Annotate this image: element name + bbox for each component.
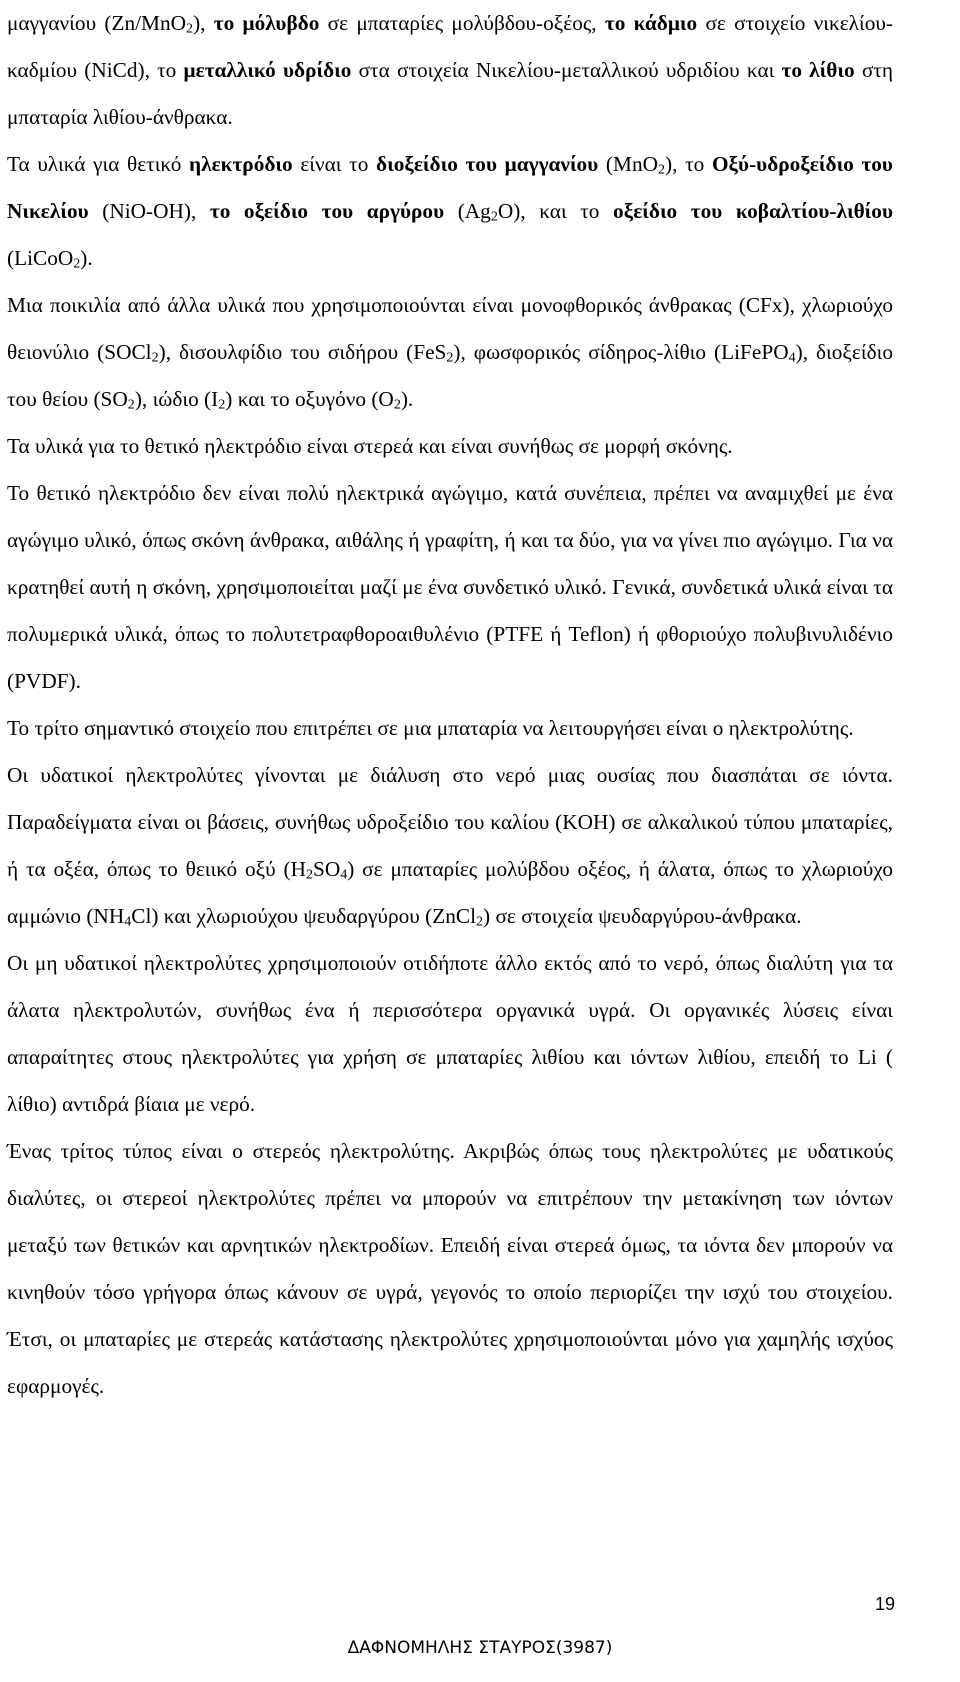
bold-term: διοξείδιο του μαγγανίου [376,152,599,176]
paragraph-other-materials [7,282,893,423]
text-run: στα στοιχεία Νικελίου-μεταλλικού υδριδίου και [351,58,782,82]
bold-term: το μόλυβδο [213,11,320,35]
text-run: σε μπαταρίες μολύβδου-οξέος, [319,11,605,35]
text-run: είναι το [292,152,377,176]
subscript-text: 2 [186,20,194,37]
subscript-text: 2 [73,255,81,272]
paragraph-nonaqueous-electrolytes [7,940,893,1128]
text-run: Μια ποικιλία από άλλα υλικά που χρησιμοποιούνται είναι μονοφθορικός άνθρακας (CFx), χλωριούχο θειονύλιο (SOCl [7,293,893,364]
subscript-text: 4 [340,866,348,883]
text-run: ). [400,387,414,411]
text-run: σε στοιχείο νικελίου-καδμίου (NiCd), το [7,11,893,82]
subscript-text: 2 [151,349,159,366]
bold-term: μεταλλικό υδρίδιο [183,58,352,82]
bold-term: Οξύ-υδροξείδιο του Νικελίου [7,152,893,223]
text-run: ), το [665,152,712,176]
page-number: 19 [874,1594,895,1614]
text-run: SO [313,857,341,881]
subscript-text: 2 [305,866,313,883]
subscript-text: 2 [490,208,498,225]
text-run: ), δισουλφίδιο του σιδήρου (FeS [158,340,447,364]
text-run: ), [193,11,214,35]
subscript-text: 2 [657,161,666,178]
paragraph-aqueous-electrolytes [7,752,893,940]
text-run: (MnO [598,152,658,176]
text-run: ), ιώδιο (I [134,387,219,411]
bold-term: το λίθιο [781,58,855,82]
document-body [7,0,893,1410]
text-run: (LiCoO [7,246,74,270]
bold-term: το κάδμιο [604,11,698,35]
text-run: ) σε στοιχεία ψευδαργύρου-άνθρακα. [483,904,802,928]
bold-term: το οξείδιο του αργύρου [209,199,445,223]
paragraph-anode-materials [7,0,893,141]
text-run: (NiO-OH), [88,199,210,223]
text-run: ), φωσφορικός σίδηρος-λίθιο (LiFePO [453,340,789,364]
subscript-text: 2 [393,396,401,413]
text-run: Οι μη υδατικοί ηλεκτρολύτες χρησιμοποιούν οτιδήποτε άλλο εκτός από το νερό, όπως διαλύτη για τα άλατα ηλεκτρολυτών, συνήθως ένα ή περισσότερα οργανικά υγρά. Οι οργανικές λύσεις είναι απαραίτητες στους ηλεκτρολύτες για χρήση σε μπαταρίες λιθίου και ιόντων λιθίου, επειδή το Li ( λίθιο) αντιδρά βίαια με νερό. [7,951,893,1116]
text-run: Cl) και χλωριούχου ψευδαργύρου (ZnCl [131,904,476,928]
subscript-text: 2 [446,349,454,366]
subscript-text: 4 [788,349,796,366]
paragraph-powder-form [7,423,893,470]
text-run: Το τρίτο σημαντικό στοιχείο που επιτρέπει σε μια μπαταρία να λειτουργήσει είναι ο ηλεκτρολύτης. [7,716,854,740]
text-run: ) και το οξυγόνο (O [225,387,394,411]
paragraph-conductivity-binder [7,470,893,705]
text-run: ), διοξείδιο του θείου (SO [7,340,894,411]
subscript-text: 2 [127,396,135,413]
text-run: O), και το [497,199,614,223]
text-run: Το θετικό ηλεκτρόδιο δεν είναι πολύ ηλεκτρικά αγώγιμο, κατά συνέπεια, πρέπει να αναμιχθεί με ένα αγώγιμο υλικό, όπως σκόνη άνθρακα, αιθάλης ή γραφίτη, ή και τα δύο, για να γίνει πιο αγώγιμο. Για να κρατηθεί αυτή η σκόνη, χρησιμοποιείται μαζί με ένα συνδετικό υλικό. Γενικά, συνδετικά υλικά είναι τα πολυμερικά υλικά, όπως το πολυτετραφθοροαιθυλένιο (PTFE ή Teflon) ή φθοριούχο πολυβινυλιδένιο (PVDF). [7,481,893,693]
paragraph-solid-electrolytes [7,1128,893,1410]
text-run: ) σε μπαταρίες μολύβδου οξέος, ή άλατα, όπως το χλωριούχο αμμώνιο (NH [7,857,893,928]
bold-term: οξείδιο του κοβαλτίου-λιθίου [613,199,893,223]
text-run: Ένας τρίτος τύπος είναι ο στερεός ηλεκτρολύτης. Ακριβώς όπως τους ηλεκτρολύτες με υδατικούς διαλύτες, οι στερεοί ηλεκτρολύτες πρέπει να μπορούν να επιτρέπουν την μετακίνηση των ιόντων μεταξύ των θετικών και αρνητικών ηλεκτροδίων. Επειδή είναι στερεά όμως, τα ιόντα δεν μπορούν να κινηθούν τόσο γρήγορα όπως κάνουν σε υγρά, γεγονός το οποίο περιορίζει την ισχύ του στοιχείου. Έτσι, οι μπαταρίες με στερεάς κατάστασης ηλεκτρολύτες χρησιμοποιούνται μόνο για χαμηλής ισχύος εφαρμογές. [7,1139,893,1398]
subscript-text: 2 [476,913,484,930]
text-run: στη μπαταρία λιθίου-άνθρακα. [7,58,893,129]
text-run: μαγγανίου (Zn/MnO [7,11,187,35]
text-run: Οι υδατικοί ηλεκτρολύτες γίνονται με διάλυση στο νερό μιας ουσίας που διασπάται σε ιόντα. Παραδείγματα είναι οι βάσεις, συνήθως υδροξείδιο του καλίου (KOH) σε αλκαλικού τύπου μπαταρίες, ή τα οξέα, όπως το θειικό οξύ (H [7,763,893,881]
paragraph-cathode-materials [7,141,893,282]
text-run: (Ag [444,199,491,223]
text-run: Τα υλικά για το θετικό ηλεκτρόδιο είναι στερεά και είναι συνήθως σε μορφή σκόνης. [7,434,733,458]
bold-term: ηλεκτρόδιο [189,152,293,176]
text-run: ). [80,246,93,270]
paragraph-electrolyte-intro [7,705,893,752]
page-footer: ΔΑΦΝΟΜΗΛΗΣ ΣΤΑΥΡΟΣ(3987) [347,1638,613,1658]
subscript-text: 2 [218,396,226,413]
subscript-text: 4 [124,913,132,930]
text-run: Τα υλικά για θετικό [7,152,190,176]
